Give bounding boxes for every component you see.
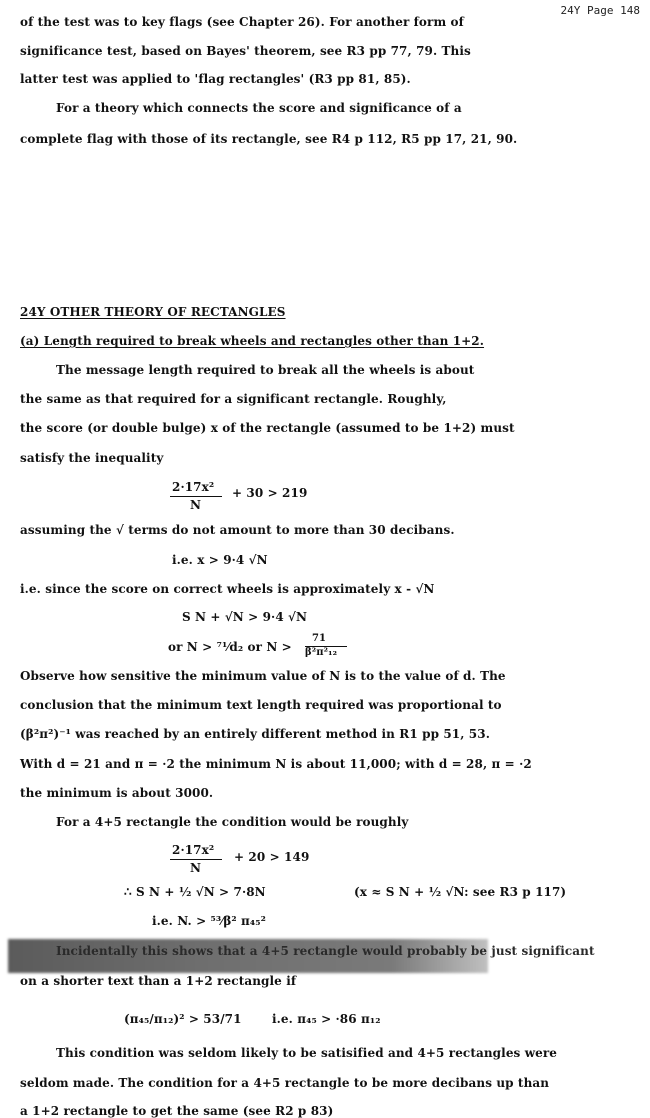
equation-fraction-numerator: 2·17x²: [172, 480, 215, 494]
section-heading: 24Y OTHER THEORY OF RECTANGLES: [20, 305, 286, 319]
equation-line: i.e. x > 9·4 √N: [172, 553, 268, 567]
equation-fraction-numerator: 2·17x²: [172, 843, 215, 857]
text-line: assuming the √ terms do not amount to more than 30 decibans.: [20, 523, 455, 537]
text-line: With d = 21 and π = ·2 the minimum N is about 11,000; with d = 28, π = ·2: [20, 757, 532, 771]
text-line: conclusion that the minimum text length required was proportional to: [20, 698, 502, 712]
text-line: a 1+2 rectangle to get the same (see R2 p 83): [20, 1104, 334, 1118]
equation-line: (π₄₅/π₁₂)² > 53/71: [124, 1012, 242, 1026]
equation-right: + 20 > 149: [234, 850, 310, 864]
text-line: latter test was applied to 'flag rectangles' (R3 pp 81, 85).: [20, 72, 411, 86]
equation-line: i.e. π₄₅ > ·86 π₁₂: [272, 1012, 381, 1026]
equation-fraction-numerator: 71: [312, 633, 327, 644]
text-line: complete flag with those of its rectangle, see R4 p 112, R5 pp 17, 21, 90.: [20, 132, 518, 146]
equation-line: or N > ⁷¹⁄d₂ or N >: [168, 640, 292, 654]
text-line: The message length required to break all the wheels is about: [56, 363, 475, 377]
equation-fraction-denominator: N: [190, 498, 202, 512]
equation-line: S N + √N > 9·4 √N: [182, 610, 308, 624]
equation-line: i.e. N. > ⁵³⁄β² π₄₅²: [152, 914, 266, 928]
text-line: the minimum is about 3000.: [20, 786, 214, 800]
text-line: satisfy the inequality: [20, 451, 164, 465]
equation-fraction-denominator: N: [190, 861, 202, 875]
equation-fraction-denominator: β²π²₁₂: [305, 647, 338, 658]
text-line: the same as that required for a significant rectangle. Roughly,: [20, 392, 447, 406]
text-line: of the test was to key flags (see Chapter 26). For another form of: [20, 15, 464, 29]
text-line: For a 4+5 rectangle the condition would be roughly: [56, 815, 409, 829]
text-line: i.e. since the score on correct wheels is approximately x - √N: [20, 582, 435, 596]
text-line: This condition was seldom likely to be satisified and 4+5 rectangles were: [56, 1046, 558, 1060]
page-header: 24Y Page 148: [560, 4, 640, 17]
text-line: significance test, based on Bayes' theorem, see R3 pp 77, 79. This: [20, 44, 471, 58]
fraction-bar: [170, 496, 222, 497]
equation-note: (x ≈ S N + ½ √N: see R3 p 117): [354, 885, 567, 899]
text-line: on a shorter text than a 1+2 rectangle if: [20, 974, 297, 988]
text-line: For a theory which connects the score and significance of a: [56, 101, 462, 115]
equation-right: + 30 > 219: [232, 486, 308, 500]
equation-line: ∴ S N + ½ √N > 7·8N: [124, 885, 266, 899]
text-line: seldom made. The condition for a 4+5 rectangle to be more decibans up than: [20, 1076, 550, 1090]
subsection-heading: [20, 334, 484, 348]
text-line: Incidentally this shows that a 4+5 rectangle would probably be just significant: [56, 944, 595, 958]
fraction-bar: [170, 859, 222, 860]
text-line: the score (or double bulge) x of the rectangle (assumed to be 1+2) must: [20, 421, 515, 435]
subsection-heading-text: (a) Length required to break wheels and rectangles other than 1+2.: [20, 334, 485, 348]
text-line: (β²π²)⁻¹ was reached by an entirely different method in R1 pp 51, 53.: [20, 727, 490, 741]
text-line: Observe how sensitive the minimum value of N is to the value of d. The: [20, 669, 506, 683]
